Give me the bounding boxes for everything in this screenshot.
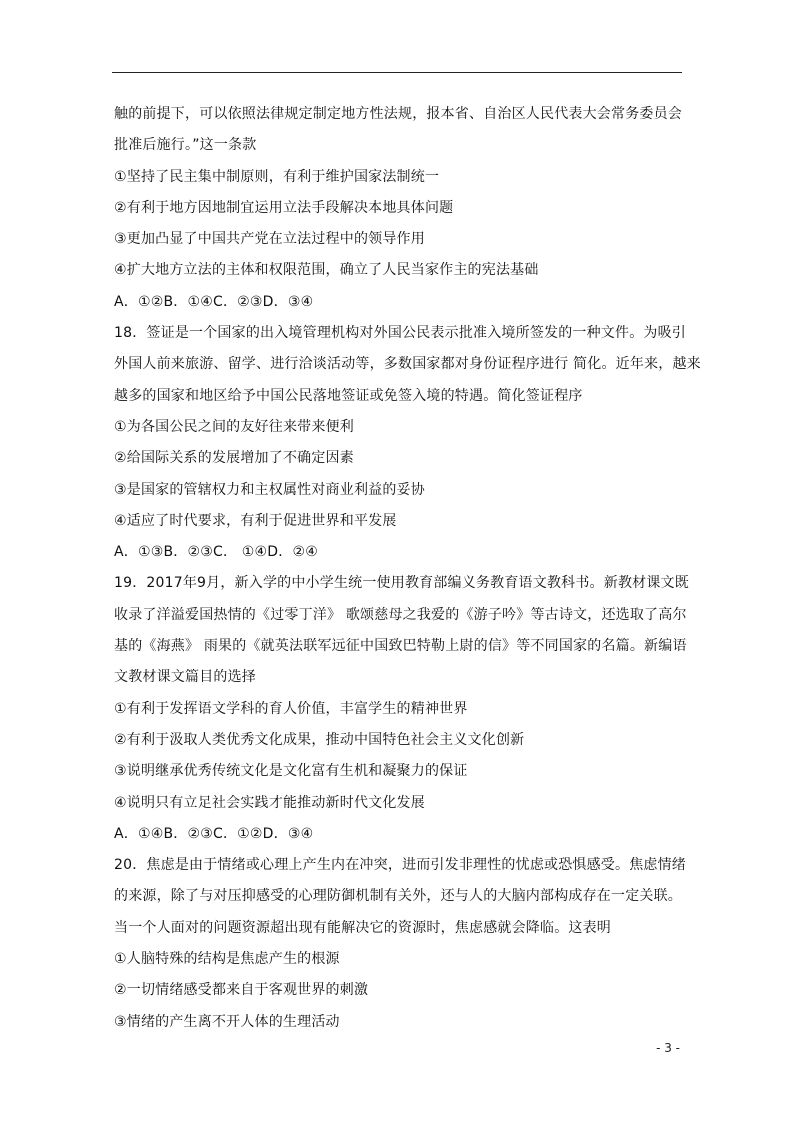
option-line: ①为各国公民之间的友好往来带来便利 xyxy=(114,418,354,435)
question-19-text: 文教材课文篇目的选择 xyxy=(114,669,256,686)
answer-choices: A．①④B．②③C．①②D．③④ xyxy=(114,825,314,842)
question-20-text: 的来源，除了与对压抑感受的心理防御机制有关外，还与人的大脑内部构成存在一定关联。 xyxy=(114,888,682,905)
option-line: ③是国家的管辖权力和主权属性对商业利益的妥协 xyxy=(114,481,425,498)
question-19-text: 收录了洋溢爱国热情的《过零丁洋》 歌颂慈母之我爱的《游子吟》等古诗文，还选取了高尔 xyxy=(114,606,687,623)
page-number: - 3 - xyxy=(656,1041,680,1055)
question-19-text: 基的《海燕》 雨果的《就英法联军远征中国致巴特勒上尉的信》等不同国家的名篇。新编语 xyxy=(114,638,687,655)
header-rule xyxy=(112,72,682,73)
option-line: ③说明继承优秀传统文化是文化富有生机和凝聚力的保证 xyxy=(114,763,468,780)
question-18-text: 越多的国家和地区给予中国公民落地签证或免签入境的特遇。简化签证程序 xyxy=(114,387,583,404)
option-line: ①有利于发挥语文学科的育人价值，丰富学生的精神世界 xyxy=(114,700,468,717)
option-line: ③情绪的产生离不开人体的生理活动 xyxy=(114,1013,340,1030)
text-line: 触的前提下，可以依照法律规定制定地方性法规，报本省、自治区人民代表大会常务委员会 xyxy=(114,106,682,122)
option-line: ②有利于地方因地制宜运用立法手段解决本地具体问题 xyxy=(114,199,454,216)
question-18-text: 外国人前来旅游、留学、进行洽谈活动等，多数国家都对身份证程序进行 简化。近年来，越来 xyxy=(114,356,701,373)
option-line: ④适应了时代要求，有利于促进世界和平发展 xyxy=(114,512,397,529)
document-body xyxy=(114,99,701,1038)
question-20-text: 当一个人面对的问题资源超出现有能解决它的资源时，焦虑感就会降临。这表明 xyxy=(114,919,611,936)
text-line: 批准后施行。”这一条款 xyxy=(114,137,257,154)
option-line: ①人脑特殊的结构是焦虑产生的根源 xyxy=(114,951,340,968)
option-line: ②给国际关系的发展增加了不确定因素 xyxy=(114,450,354,467)
option-line: ②一切情绪感受都来自于客观世界的刺激 xyxy=(114,982,369,999)
question-20-text: 20．焦虑是由于情绪或心理上产生内在冲突，进而引发非理性的忧虑或恐惧感受。焦虑情绪 xyxy=(114,857,687,874)
question-19-text: 19．2017年9月，新入学的中小学生统一使用教育部编义务教育语文教科书。新教材课文既 xyxy=(114,575,689,592)
question-18-text: 18．签证是一个国家的出入境管理机构对外国公民表示批准入境所签发的一种文件。为吸引 xyxy=(114,325,687,342)
answer-choices: A．①②B．①④C．②③D．③④ xyxy=(114,293,314,310)
option-line: ①坚持了民主集中制原则，有利于维护国家法制统一 xyxy=(114,168,440,185)
option-line: ③更加凸显了中国共产党在立法过程中的领导作用 xyxy=(114,231,425,248)
option-line: ④扩大地方立法的主体和权限范围，确立了人民当家作主的宪法基础 xyxy=(114,262,539,279)
answer-choices: A．①③B．②③C． ①④D．②④ xyxy=(114,544,318,561)
option-line: ②有利于汲取人类优秀文化成果，推动中国特色社会主义文化创新 xyxy=(114,731,525,748)
option-line: ④说明只有立足社会实践才能推动新时代文化发展 xyxy=(114,794,425,811)
